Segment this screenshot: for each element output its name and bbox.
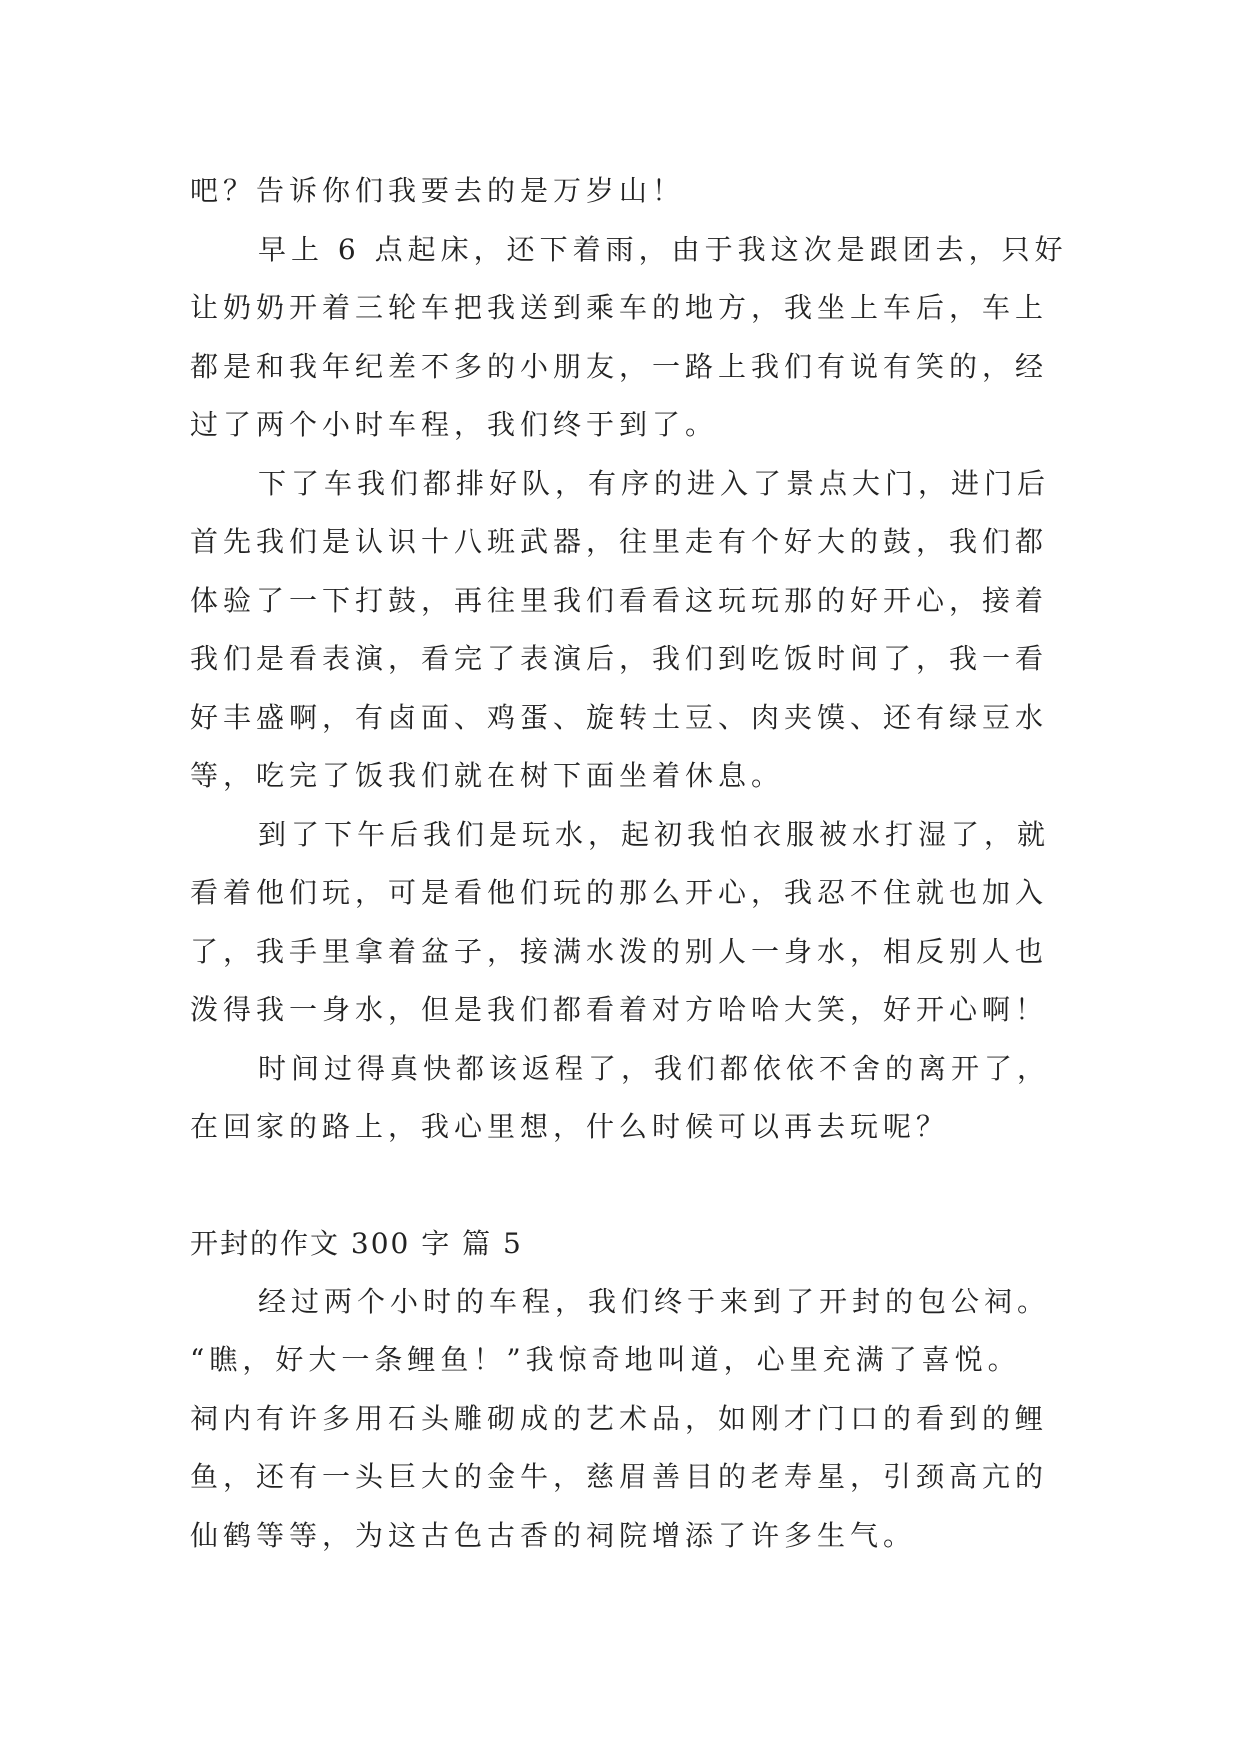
- text-line: 下了车我们都排好队，有序的进入了景点大门，进门后: [258, 466, 1051, 500]
- text-line: 让奶奶开着三轮车把我送到乘车的地方，我坐上车后，车上: [190, 291, 1049, 324]
- text-line: 到了下午后我们是玩水，起初我怕衣服被水打湿了，就: [258, 817, 1051, 851]
- text-line: 好丰盛啊，有卤面、鸡蛋、旋转土豆、肉夹馍、还有绿豆水: [190, 700, 1049, 734]
- text-line: 体验了一下打鼓，再往里我们看看这玩玩那的好开心，接着: [190, 583, 1049, 617]
- text-line: 了，我手里拿着盆子，接满水泼的别人一身水，相反别人也: [190, 934, 1049, 968]
- text-line: 看着他们玩，可是看他们玩的那么开心，我忍不住就也加入: [190, 876, 1049, 909]
- text-line: 都是和我年纪差不多的小朋友，一路上我们有说有笑的，经: [190, 349, 1049, 383]
- text-line: “瞧，好大一条鲤鱼！”我惊奇地叫道，心里充满了喜悦。: [190, 1343, 1021, 1376]
- text-line: 等，吃完了饭我们就在树下面坐着休息。: [190, 759, 785, 792]
- section-spacer: [190, 1157, 1070, 1215]
- text-line: 我们是看表演，看完了表演后，我们到吃饭时间了，我一看: [190, 642, 1049, 675]
- text-line: 仙鹤等等，为这古色古香的祠院增添了许多生气。: [190, 1518, 917, 1552]
- text-line: 吧？告诉你们我要去的是万岁山！: [190, 174, 686, 207]
- text-line: 过了两个小时车程，我们终于到了。: [190, 408, 719, 441]
- document-body: [190, 162, 1070, 1565]
- text-line: 首先我们是认识十八班武器，往里走有个好大的鼓，我们都: [190, 525, 1049, 558]
- text-line: 祠内有许多用石头雕砌成的艺术品，如刚才门口的看到的鲤: [190, 1401, 1049, 1435]
- section-heading: 开封的作文 300 字 篇 5: [190, 1226, 523, 1260]
- text-line: 在回家的路上，我心里想，什么时候可以再去玩呢？: [190, 1110, 950, 1143]
- text-line: 时间过得真快都该返程了，我们都依依不舍的离开了，: [258, 1051, 1051, 1085]
- text-line: 泼得我一身水，但是我们都看着对方哈哈大笑，好开心啊！: [190, 993, 1049, 1026]
- text-line: 鱼，还有一头巨大的金牛，慈眉善目的老寿星，引颈高亢的: [190, 1460, 1049, 1493]
- text-line: 早上 6 点起床，还下着雨，由于我这次是跟团去，只好: [258, 232, 1068, 266]
- text-line: 经过两个小时的车程，我们终于来到了开封的包公祠。: [258, 1284, 1051, 1318]
